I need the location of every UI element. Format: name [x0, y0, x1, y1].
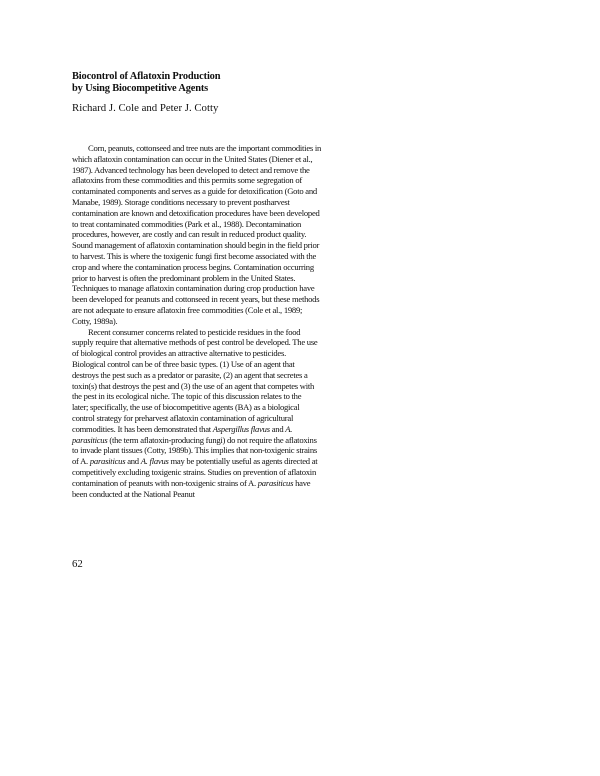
title-line-2: by Using Biocompetitive Agents — [72, 83, 209, 94]
p2-line-13-tail: may be potentially useful as agents directed at — [168, 456, 318, 467]
conjunction: and — [269, 423, 286, 434]
p2-line-6: toxin(s) that destroys the pest and (3) the use of an agent that competes with — [72, 380, 315, 391]
p2-line-3: of biological control provides an attractive alternative to pesticides. — [72, 348, 286, 359]
p1-line-15: been developed for peanuts and cottonseed in recent years, but these methods — [72, 294, 320, 305]
p2-line-7: the pest in its ecological niche. The topic of this discussion relates to the — [72, 391, 302, 402]
p2-line-8: later; specifically, the use of biocompetitive agents (BA) as a biological — [72, 402, 300, 413]
p1-line-14: Techniques to manage aflatoxin contamination during crop production have — [72, 283, 315, 294]
page-number: 62 — [72, 558, 83, 570]
p2-line-9: control strategy for preharvest aflatoxin contamination of agricultural — [72, 412, 294, 423]
p1-line-2: which aflatoxin contamination can occur in the United States (Diener et al., — [72, 153, 313, 164]
species-name: Aspergillus flavus — [212, 423, 270, 434]
p2-line-15-tail: have — [293, 477, 311, 488]
conjunction: and — [125, 456, 141, 467]
species-name: A. flavus — [140, 456, 169, 467]
p2-line-5: destroys the pest such as a predator or parasite, (2) an agent that secretes a — [72, 369, 308, 380]
p2-line-11 — [72, 435, 572, 446]
p2-line-13-text: of A. — [72, 456, 90, 467]
p1-line-16: are not adequate to ensure aflatoxin free commodities (Cole et al., 1989; — [72, 304, 303, 315]
p2-line-13 — [72, 456, 572, 467]
p1-line-8: to treat contaminated commodities (Park et al., 1988). Decontamination — [72, 218, 302, 229]
p1-line-5: contaminated components and serves as a guide for detoxification (Goto and — [72, 186, 317, 197]
p2-line-1: Recent consumer concerns related to pesticide residues in the food — [88, 326, 301, 337]
p1-line-10: Sound management of aflatoxin contamination should begin in the field prior — [72, 240, 320, 251]
p2-line-11-text: (the term aflatoxin-producing fungi) do not require the aflatoxins — [107, 434, 317, 445]
p2-line-4: Biological control can be of three basic types. (1) Use of an agent that — [72, 358, 295, 369]
p1-line-7: contamination are known and detoxification procedures have been developed — [72, 207, 320, 218]
article-title — [72, 71, 532, 95]
species-epithet: parasiticus — [89, 456, 126, 467]
p1-line-13: prior to harvest is often the predominant problem in the United States. — [72, 272, 296, 283]
p1-line-6: Manabe, 1989). Storage conditions necessary to prevent postharvest — [72, 196, 290, 207]
p2-line-2: supply require that alternative methods of pest control be developed. The use — [72, 337, 318, 348]
p1-line-17: Cotty, 1989a). — [72, 315, 118, 326]
p1-line-11: to harvest. This is where the toxigenic fungi first become associated with the — [72, 250, 317, 261]
p2-line-12: to invade plant tissues (Cotty, 1989b). This implies that non-toxigenic strains — [72, 445, 317, 456]
p1-line-4: aflatoxins from these commodities and this permits some segregation of — [72, 175, 302, 186]
article-body — [72, 143, 572, 499]
p2-line-15-text: contamination of peanuts with non-toxigenic strains of A. — [72, 477, 258, 488]
p1-line-9: procedures, however, are costly and can result in reduced product quality. — [72, 229, 307, 240]
species-genus-abbrev: A. — [285, 423, 293, 434]
p2-line-15 — [72, 478, 572, 489]
p2-line-14: competitively excluding toxigenic strains. Studies on prevention of aflatoxin — [72, 466, 316, 477]
author-line: Richard J. Cole and Peter J. Cotty — [72, 102, 219, 114]
species-epithet: parasiticus — [257, 477, 294, 488]
p1-line-3: 1987). Advanced technology has been developed to detect and remove the — [72, 164, 310, 175]
p1-line-1: Corn, peanuts, cottonseed and tree nuts are the important commodities in — [88, 143, 322, 153]
title-line-1: Biocontrol of Aflatoxin Production — [72, 71, 221, 82]
p2-line-10 — [72, 424, 572, 435]
p2-line-10-text: commodities. It has been demonstrated that — [72, 423, 213, 434]
p1-line-12: crop and where the contamination process begins. Contamination occurring — [72, 261, 314, 272]
p2-line-16: been conducted at the National Peanut — [72, 488, 195, 499]
species-epithet: parasiticus — [72, 434, 108, 445]
